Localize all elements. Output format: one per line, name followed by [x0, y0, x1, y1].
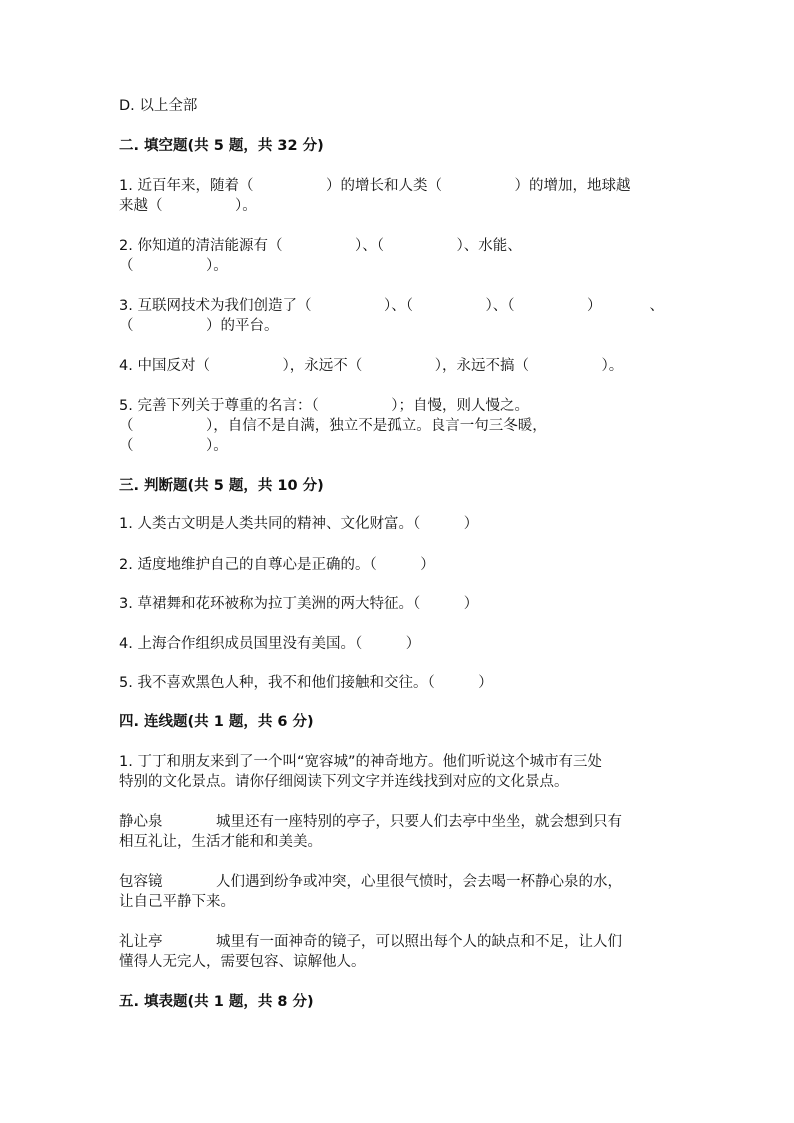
match-desc-3-line2: 懂得人无完人，需要包容、谅解他人。 [119, 954, 366, 970]
judge-item-3: 3. 草裙舞和花环被称为拉丁美洲的两大特征。（ ） [119, 596, 479, 612]
judge-item-4: 4. 上海合作组织成员国里没有美国。（ ） [119, 636, 421, 652]
match-place-1: 静心泉 [119, 814, 163, 830]
judge-item-5: 5. 我不喜欢黑色人种，我不和他们接触和交往。（ ） [119, 675, 493, 691]
fill-q2-line2: （ ）。 [119, 258, 228, 274]
section-2-title: 二. 填空题(共 5 题，共 32 分) [119, 138, 324, 154]
fill-q1-line1: 1. 近百年来，随着（ ）的增长和人类（ ）的增加，地球越 [119, 178, 631, 194]
match-desc-1-line2: 相互礼让，生活才能和和美美。 [119, 834, 322, 850]
section-4-title: 四. 连线题(共 1 题，共 6 分) [119, 714, 314, 730]
fill-q5-line1: 5. 完善下列关于尊重的名言：（ ）；自慢，则人慢之。 [119, 398, 529, 414]
judge-item-2: 2. 适度地维护自己的自尊心是正确的。（ ） [119, 557, 435, 573]
section-5-title: 五. 填表题(共 1 题，共 8 分) [119, 994, 314, 1010]
section-3-title: 三. 判断题(共 5 题，共 10 分) [119, 478, 324, 494]
match-desc-2-line2: 让自己平静下来。 [119, 894, 235, 910]
fill-q5-line3: （ ）。 [119, 438, 228, 454]
judge-item-1: 1. 人类古文明是人类共同的精神、文化财富。（ ） [119, 516, 479, 532]
match-place-3: 礼让亭 [119, 934, 163, 950]
fill-q2-line1: 2. 你知道的清洁能源有（ ）、（ ）、水能、 [119, 238, 522, 254]
match-desc-3-line1: 城里有一面神奇的镜子，可以照出每个人的缺点和不足，让人们 [216, 934, 622, 950]
match-desc-1-line1: 城里还有一座特别的亭子，只要人们去亭中坐坐，就会想到只有 [216, 814, 622, 830]
fill-q4-line1: 4. 中国反对（ ），永远不（ ），永远不搞（ ）。 [119, 358, 624, 374]
match-intro-line1: 1. 丁丁和朋友来到了一个叫“宽容城”的神奇地方。他们听说这个城市有三处 [119, 754, 602, 770]
fill-q3-line2: （ ）的平台。 [119, 318, 279, 334]
option-d: D. 以上全部 [119, 98, 198, 114]
match-place-2: 包容镜 [119, 874, 163, 890]
fill-q5-line2: （ ），自信不是自满，独立不是孤立。良言一句三冬暖， [119, 418, 547, 434]
fill-q1-line2: 来越（ ）。 [119, 198, 257, 214]
fill-q3-line1 [119, 296, 664, 316]
match-desc-2-line1: 人们遇到纷争或冲突，心里很气愤时，会去喝一杯静心泉的水， [216, 874, 622, 890]
fill-q3-line1-end: 、 [649, 298, 664, 314]
fill-q3-line1-main: 3. 互联网技术为我们创造了（ ）、（ ）、（ ） [119, 298, 602, 314]
match-intro-line2: 特别的文化景点。请你仔细阅读下列文字并连线找到对应的文化景点。 [119, 774, 569, 790]
